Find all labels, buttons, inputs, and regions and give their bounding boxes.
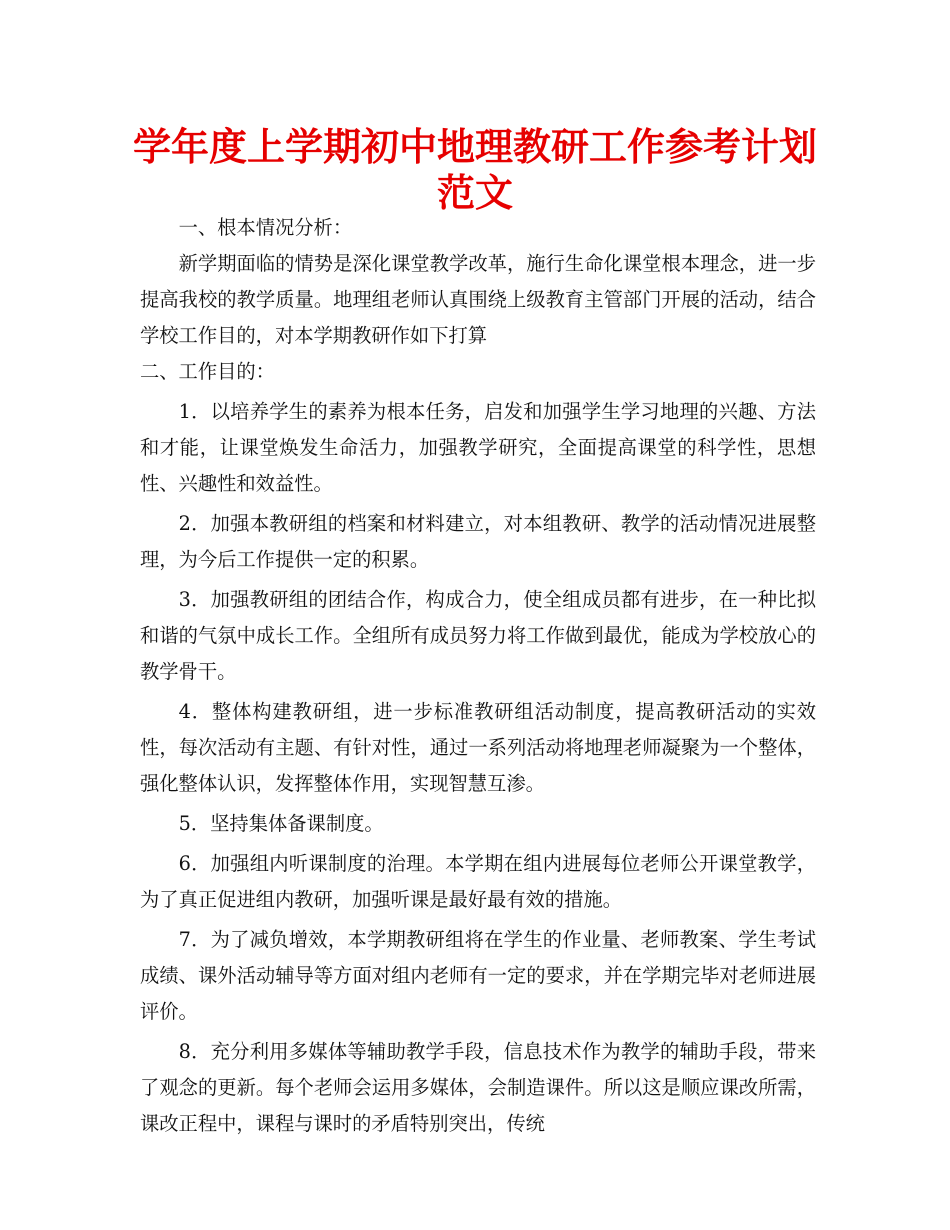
document-title-line-2: 范文: [436, 171, 513, 215]
goal-item-6: 6．加强组内听课制度的治理。本学期在组内进展每位老师公开课堂教学，为了真正促进组内教研，加强听课是最好最有效的措施。: [140, 852, 816, 911]
paragraph-situation: 新学期面临的情势是深化课堂教学改革，施行生命化课堂根本理念，进一步提高我校的教学质量。地理组老师认真围绕上级教育主管部门开展的活动，结合学校工作目的，对本学期教研作如下打算: [140, 252, 816, 347]
section-heading-goals: 二、工作目的：: [140, 360, 275, 383]
goal-item-4: 4．整体构建教研组，进一步标准教研组活动制度，提高教研活动的实效性，每次活动有主题、有针对性，通过一系列活动将地理老师凝聚为一个整体，强化整体认识，发挥整体作用，实现智慧互渗。: [140, 700, 816, 795]
goal-item-7: 7．为了减负增效，本学期教研组将在学生的作业量、老师教案、学生考试成绩、课外活动辅导等方面对组内老师有一定的要求，并在学期完毕对老师进展评价。: [140, 928, 816, 1023]
goal-item-2: 2．加强本教研组的档案和材料建立，对本组教研、教学的活动情况进展整理，为今后工作提供一定的积累。: [140, 512, 816, 571]
goal-item-1: 1．以培养学生的素养为根本任务，启发和加强学生学习地理的兴趣、方法和才能，让课堂焕发生命活力，加强教学研究，全面提高课堂的科学性，思想性、兴趣性和效益性。: [140, 400, 816, 495]
goal-item-3: 3．加强教研组的团结合作，构成合力，使全组成员都有进步，在一种比拟和谐的气氛中成长工作。全组所有成员努力将工作做到最优，能成为学校放心的教学骨干。: [140, 588, 816, 683]
document-body: [140, 210, 816, 1142]
goal-item-8: 8．充分利用多媒体等辅助教学手段，信息技术作为教学的辅助手段，带来了观念的更新。每个老师会运用多媒体，会制造课件。所以这是顺应课改所需，课改正程中，课程与课时的矛盾特别突出，传统: [140, 1040, 816, 1135]
goal-item-5: 5．坚持集体备课制度。: [178, 812, 384, 835]
document-title-line-1: 学年度上学期初中地理教研工作参考计划: [132, 125, 817, 169]
section-heading-situation: 一、根本情况分析：: [178, 216, 353, 239]
